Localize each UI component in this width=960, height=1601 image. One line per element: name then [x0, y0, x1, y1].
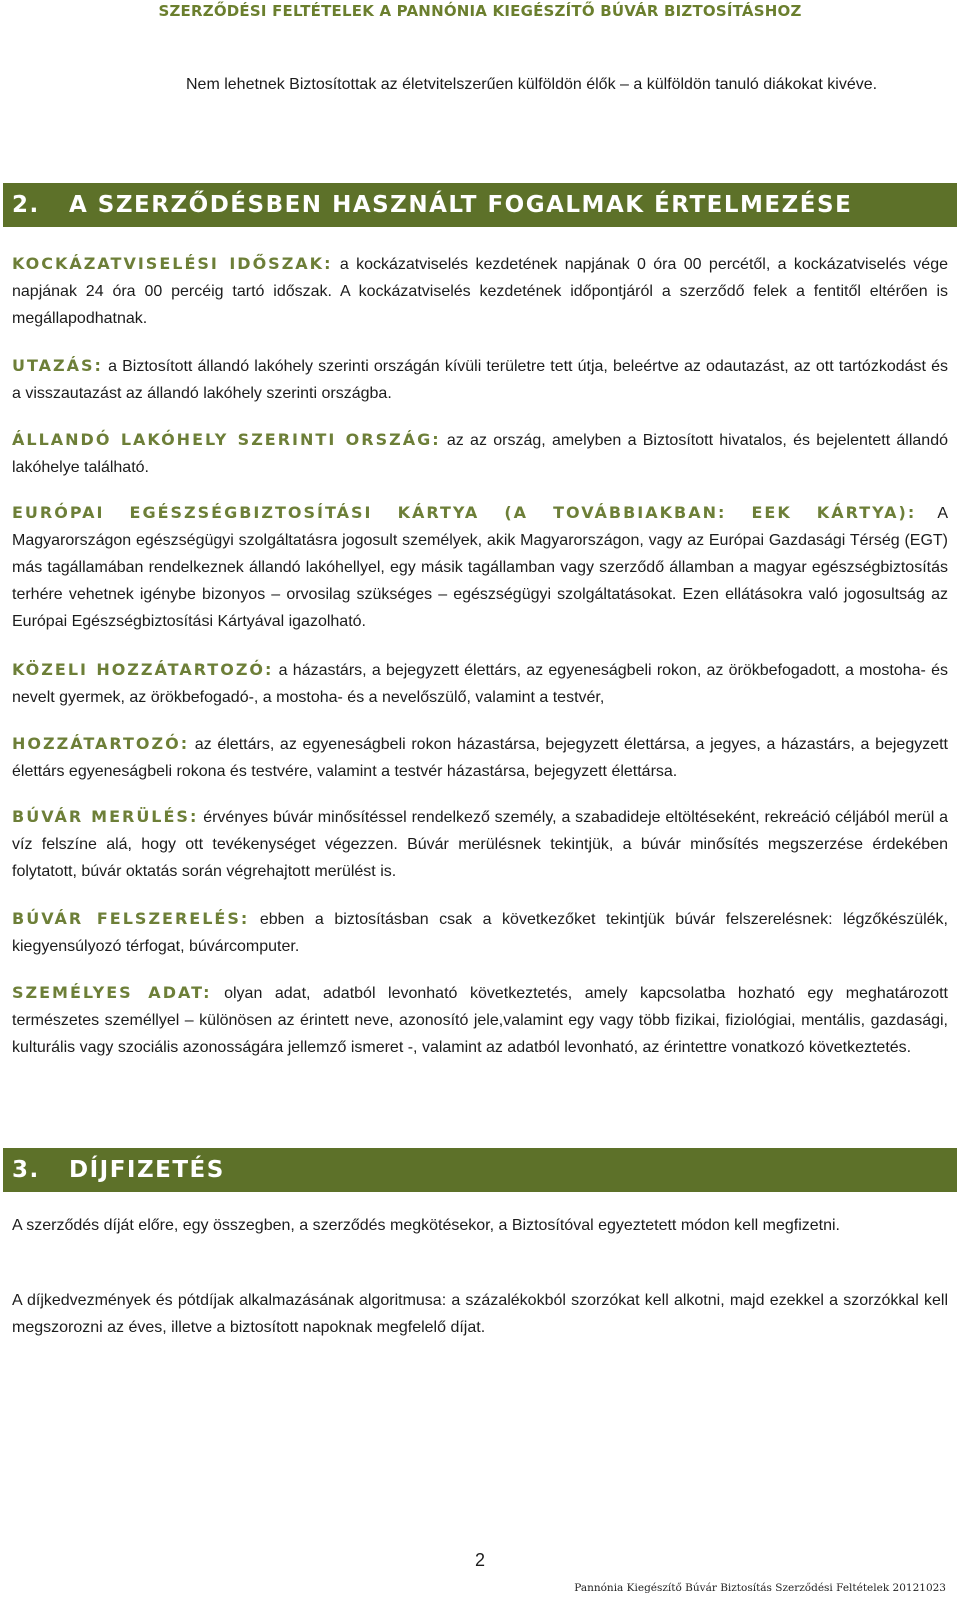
- page-header-title: SZERZŐDÉSI FELTÉTELEK A PANNÓNIA KIEGÉSZÍTŐ BÚVÁR BIZTOSÍTÁSHOZ: [158, 2, 802, 20]
- definition-eek-kartya: [12, 499, 948, 635]
- section-number: 2.: [12, 192, 40, 218]
- definition-buvar-felszereles: [12, 905, 948, 960]
- definition-term: UTAZÁS:: [12, 356, 103, 375]
- definition-utazas: [12, 352, 948, 407]
- definition-term: HOZZÁTARTOZÓ:: [12, 734, 190, 753]
- definition-text: ebben a biztosításban csak a következőket tekintjük búvár felszerelésnek: légzőkészülék, kiegyensúlyozó térfogat, búvárcomputer.: [12, 911, 949, 955]
- definition-term: ÁLLANDÓ LAKÓHELY SZERINTI ORSZÁG:: [12, 430, 441, 449]
- definition-kozeli-hozzatartozo: [12, 656, 948, 711]
- definition-text: a kockázatviselés kezdetének napjának 0 óra 00 percétől, a kockázatviselés vége napjának 24 óra 00 percéig tartó időszak. A kockázatviselés kezdetének időpontjáról a szerződő felek a fentitől eltérően is megállapodhatnak.: [12, 256, 949, 327]
- dijfizetes-paragraph-1: A szerződés díját előre, egy összegben, a szerződés megkötésekor, a Biztosítóval egyeztetett módon kell megfizetni.: [12, 1217, 840, 1234]
- definition-term: SZEMÉLYES ADAT:: [12, 983, 212, 1002]
- definition-buvar-merules: [12, 803, 948, 885]
- definition-text: olyan adat, adatból levonható következtetés, amely kapcsolatba hozható egy meghatározott természetes személlyel – különösen az érintett neve, azonosító jele,valamint egy vagy több fizikai, fiziológiai, mentális, gazdasági, kulturális vagy szociális azonosságára jellemző ismeret -, valamint az adatból levonható, az érintettre vonatkozó következtetés.: [12, 985, 949, 1056]
- definition-term: KOCKÁZATVISELÉSI IDŐSZAK:: [12, 254, 333, 273]
- definition-text: a Biztosított állandó lakóhely szerinti országán kívüli területre tett útja, beleértve az odautazást, az ott tartózkodást és a visszautazást az állandó lakóhely szerinti országba.: [12, 358, 948, 402]
- section-2-heading: [3, 183, 957, 227]
- definition-hozzatartozo: [12, 730, 948, 785]
- section-3-heading: [3, 1148, 957, 1192]
- intro-paragraph: Nem lehetnek Biztosítottak az életvitelszerűen külföldön élők – a külföldön tanuló diákokat kivéve.: [186, 76, 878, 93]
- definition-term: KÖZELI HOZZÁTARTOZÓ:: [12, 660, 274, 679]
- definition-allando-lakohely: [12, 426, 948, 481]
- definition-term: BÚVÁR FELSZERELÉS:: [12, 909, 250, 928]
- definition-text: az élettárs, az egyeneságbeli rokon házastársa, bejegyzett élettársa, a jegyes, a házastárs, a bejegyzett élettárs egyeneságbeli rokona és testvére, valamint a testvér házastársa, bejegyzett élettársa.: [12, 736, 948, 780]
- footer-document-reference: Pannónia Kiegészítő Búvár Biztosítás Szerződési Feltételek 20121023: [574, 1582, 946, 1594]
- definition-kockazatviselesi-idoszak: [12, 250, 948, 332]
- definition-text: a házastárs, a bejegyzett élettárs, az egyeneságbeli rokon, az örökbefogadott, a mostoha- és nevelt gyermek, az örökbefogadó-, a mostoha- és a nevelőszülő, valamint a testvér,: [12, 662, 949, 706]
- dijfizetes-paragraph-2: A díjkedvezmények és pótdíjak alkalmazásának algoritmusa: a százalékokból szorzókat kell alkotni, majd ezekkel a szorzókkal kell megszorozni az éves, illetve a biztosított napoknak megfelelő díjat.: [12, 1292, 948, 1336]
- section-title: A SZERZŐDÉSBEN HASZNÁLT FOGALMAK ÉRTELMEZÉSE: [69, 192, 853, 218]
- definition-text: az az ország, amelyben a Biztosított hivatalos, és bejelentett állandó lakóhelye található.: [12, 432, 949, 476]
- section-number: 3.: [12, 1157, 40, 1183]
- section-title: DÍJFIZETÉS: [69, 1157, 225, 1183]
- page-number: 2: [474, 1550, 485, 1570]
- definition-text: érvényes búvár minősítéssel rendelkező személy, a szabadideje eltöltéseként, rekreáció céljából merül a víz felszíne alá, hogy ott tevékenységet végezzen. Búvár merülésnek tekintjük, a búvár minősítés megszerzése érdekében folytatott, búvár oktatás során végrehajtott merülést is.: [12, 809, 949, 880]
- definition-text: A Magyarországon egészségügyi szolgáltatásra jogosult személyek, akik Magyarországon, vagy az Európai Gazdasági Térség (EGT) más tagállamában rendelkeznek állandó lakóhellyel, egy másik tagállamban vagy szerződő államban a magyar egészségbiztosítás terhére vehetnek igénybe bizonyos – orvosilag szükséges – egészségügyi szolgáltatásokat. Ezen ellátásokra való jogosultság az Európai Egészségbiztosítási Kártyával igazolható.: [12, 505, 949, 630]
- definition-term: EURÓPAI EGÉSZSÉGBIZTOSÍTÁSI KÁRTYA (A TOVÁBBIAKBAN: EEK KÁRTYA):: [12, 503, 917, 522]
- definition-term: BÚVÁR MERÜLÉS:: [12, 807, 199, 826]
- definition-szemelyes-adat: [12, 979, 948, 1061]
